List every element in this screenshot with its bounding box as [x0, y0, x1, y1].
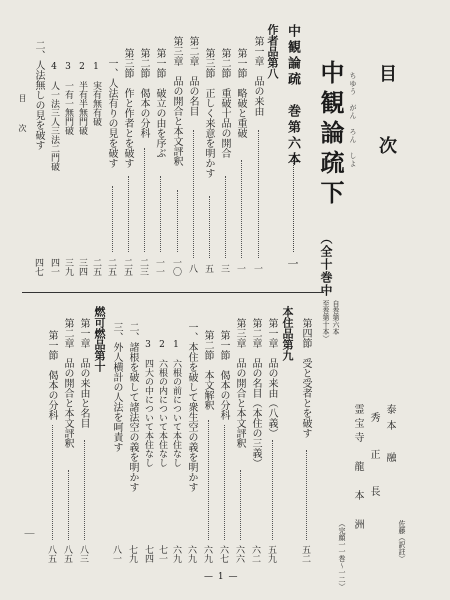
entry-page: 一一	[154, 258, 164, 276]
leader-line	[225, 176, 226, 258]
entry-ch: 第一章 品の来由	[252, 36, 263, 116]
credit-names: 霊宝寺 龍 本 洲	[352, 404, 363, 533]
entry-page: 六九	[202, 545, 212, 563]
credit-translator-a: 泰本 融	[384, 404, 395, 468]
entry-page: 二五	[91, 258, 101, 276]
entry-item: 3 四大の中について本住なし	[143, 340, 153, 467]
entry-page: 六二	[250, 545, 260, 563]
credit-role: 佐藤（訳註）	[398, 520, 406, 562]
book-ruby: ちゆう がん ろん しよ	[349, 72, 357, 168]
leader-line	[258, 130, 259, 258]
page-number: — 1 —	[204, 572, 239, 582]
entry-page: 二五	[122, 258, 132, 276]
entry-page: 六九	[171, 545, 181, 563]
leader-line	[241, 160, 242, 258]
entry-item: 1 実有無有破	[91, 62, 101, 126]
entry-page: 六六	[234, 545, 244, 563]
leader-line	[209, 196, 210, 258]
entry-sec: 第三節 正しく来意を明かす	[203, 48, 214, 178]
entry-heading-10: 燃可燃品第十	[93, 306, 106, 372]
entry-sec: 第一節 偈本の分科	[46, 330, 57, 420]
entry-page: 五九	[266, 545, 276, 563]
entry-item: 1 六根の前について本住なし	[171, 340, 181, 467]
book-range-open: （全十巻中	[319, 232, 333, 297]
entry-item: 2 六根の内について本住なし	[157, 340, 167, 467]
entry-sub: 三、外人横計の人法を呵責す	[111, 322, 122, 452]
leader-line	[112, 186, 113, 252]
leader-line	[52, 425, 53, 540]
section-page: 一	[286, 258, 299, 269]
entry-ch: 第二章 品の開合と本文評釈	[62, 318, 73, 448]
middle-rule	[22, 292, 324, 293]
leader-line	[208, 420, 209, 540]
entry-page: 五	[203, 264, 213, 273]
leader-line	[272, 440, 273, 540]
entry-page: 一〇	[171, 258, 181, 276]
entry-sub: 一、本住を破して衆生空の義を明かす	[186, 322, 197, 492]
book-title-volume: 下	[316, 180, 345, 210]
footer-mark: ｜	[22, 528, 33, 538]
entry-page: 七四	[143, 545, 153, 563]
entry-page: 八	[187, 264, 197, 273]
entry-page: 七一	[157, 545, 167, 563]
entry-sec: 第三節 作と作者とを破す	[122, 48, 133, 168]
leader-line	[306, 450, 307, 540]
entry-page: 一	[235, 264, 245, 273]
book-range-a: 自巻第六本	[332, 300, 340, 335]
leader-line	[160, 176, 161, 252]
entry-sec: 第二節 重破十品の開合	[219, 48, 230, 158]
entry-sub: 一、人法有りの見を破す	[106, 58, 117, 168]
book-title-main: 中観論疏	[316, 60, 345, 180]
leader-line	[240, 470, 241, 540]
entry-page: 五二	[300, 545, 310, 563]
entry-ch: 第一章 品の来由と名目	[78, 318, 89, 428]
book-range-b: 至巻第十本）	[322, 300, 330, 342]
section-title: 中観論疏 巻第六本	[285, 24, 300, 168]
entry-sec: 第二節 本文解釈	[202, 330, 213, 410]
leader-line	[84, 440, 85, 540]
entry-page: 六七	[218, 545, 228, 563]
entry-page: 八一	[111, 545, 121, 563]
leader-line	[144, 148, 145, 252]
entry-page: 三九	[63, 258, 73, 276]
entry-sec: 第一節 略破と重破	[235, 48, 246, 138]
entry-sec: 第一節 破立の由を序ぶ	[154, 48, 165, 158]
entry-page: 一	[252, 264, 262, 273]
entry-item: 2 半有半無門破	[77, 62, 87, 135]
entry-page: 二三	[138, 258, 148, 276]
toc-title: 目 次	[376, 64, 397, 172]
leader-line	[193, 130, 194, 258]
credit-pages: （完顔一一巻〜一二）	[338, 520, 346, 590]
entry-ch: 第一章 品の来由（八義）	[266, 318, 277, 438]
entry-sec: 第四節 受と受者とを破す	[300, 318, 311, 438]
entry-page: 四一	[49, 258, 59, 276]
entry-sub: 二、人法無しの見を破す	[33, 40, 44, 150]
entry-item: 3 一有一無門破	[63, 62, 73, 135]
entry-sec: 第一節 偈本の分科	[218, 330, 229, 420]
credit-translator-b: 秀 正 長	[368, 412, 379, 504]
entry-page: 四七	[33, 258, 43, 276]
entry-page: 七九	[127, 545, 137, 563]
book-title	[316, 60, 345, 210]
entry-page: 八五	[46, 545, 56, 563]
entry-sub: 二、諸根を破して諸法空の義を明かす	[127, 322, 138, 492]
footer-mokuji: 目次	[18, 94, 27, 154]
entry-ch: 第二章 品の名目	[187, 36, 198, 116]
entry-ch: 第三章 品の開合と本文評釈	[234, 318, 245, 448]
entry-page: 六九	[186, 545, 196, 563]
entry-sec: 第二節 偈本の分科	[138, 48, 149, 138]
leader-line	[128, 176, 129, 252]
leader-line	[224, 425, 225, 540]
leader-line	[177, 190, 178, 252]
entry-ch: 第二章 品の名目（本住の三義）	[250, 318, 261, 468]
entry-page: 八五	[62, 545, 72, 563]
entry-page: 三四	[77, 258, 87, 276]
entry-page: 八三	[78, 545, 88, 563]
entry-heading-9: 本住品第九	[281, 306, 294, 361]
entry-heading-8: 作者品第八	[266, 24, 279, 79]
leader-line	[68, 470, 69, 540]
section-leader	[293, 160, 294, 252]
entry-page: 二五	[106, 258, 116, 276]
entry-ch: 第三章 品の開合と本文評釈	[171, 36, 182, 166]
entry-item: 4 人一法三人三法二門破	[49, 62, 59, 171]
entry-page: 三	[219, 264, 229, 273]
